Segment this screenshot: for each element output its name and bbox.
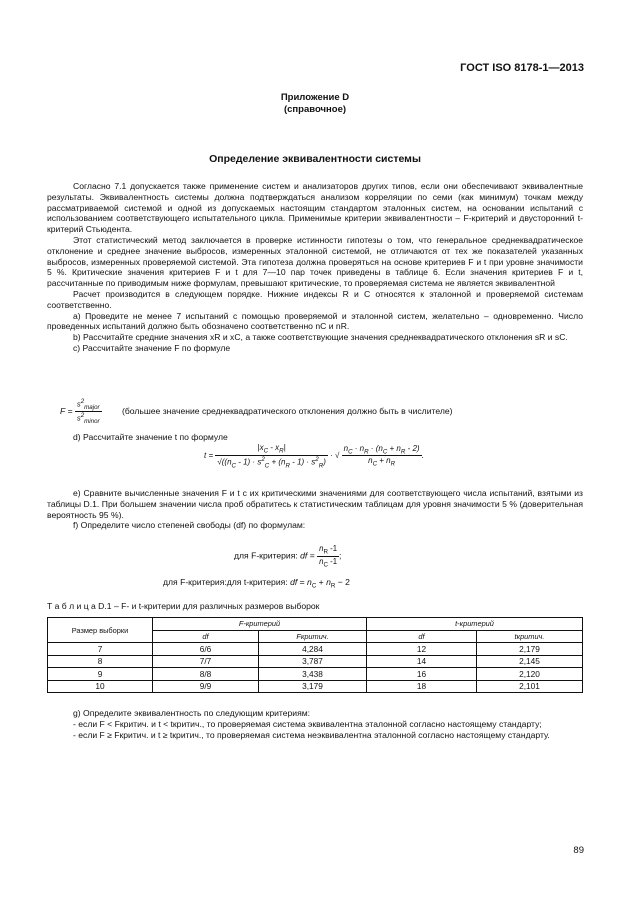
- appendix-label: Приложение D: [280, 92, 350, 103]
- header-f-group: F-критерий: [153, 618, 367, 631]
- table-cell: 3,787: [259, 655, 367, 668]
- body-text-step-d: [47, 432, 583, 443]
- body-text-step-ef: [47, 488, 583, 531]
- table-cell: 10: [48, 680, 153, 693]
- appendix-note: (справочное): [283, 104, 347, 115]
- table-cell: 3,438: [259, 668, 367, 681]
- document-header: ГОСТ ISO 8178-1—2013: [460, 62, 584, 74]
- table-cell: 18: [367, 680, 477, 693]
- page-number: 89: [573, 845, 584, 856]
- paragraph-step-b: b) Рассчитайте средние значения xR и xC, а также соответствующие значения среднеквадратического отклонения sR и sC.: [73, 332, 568, 343]
- paragraph-procedure: Расчет производится в следующем порядке. Нижние индексы R и C относятся к эталонной и проверяемой системам соответственно.: [47, 288, 583, 310]
- table-cell: 12: [367, 643, 477, 656]
- table-row: [48, 668, 583, 681]
- paragraph-method: Этот статистический метод заключается в проверке истинности гипотезы о том, что генеральное среднеквадратическое отклонение и среднее значение выбросов, измеренных эталонной системой, не отличаются от тех же показателей указанных выбросов, измеренных проверяемой системой. Эта гипотеза должна проверяться на основе критериев F и t при уровне значимости 5 %. Критические значения критериев F и t для 7—10 пар точек приведены в таблице 6. Если значения критериев F и t, рассчитанные по приводимым ниже формулам, превышают критические, то проверяемая система не является эквивалентной: [47, 234, 583, 289]
- header-f-df: df: [153, 630, 259, 643]
- paragraph-step-d: d) Рассчитайте значение t по формуле: [73, 432, 228, 442]
- criteria-table: [47, 617, 583, 693]
- paragraph-step-g: g) Определите эквивалентность по следующим критериям:: [73, 708, 311, 718]
- paragraph-intro: Согласно 7.1 допускается также применение систем и анализаторов других типов, если они обеспечивают эквивалентные результаты. Эквивалентность системы должна подтверждаться анализом корреляции по семи (как минимум) точкам между рассматриваемой системой и одной из допускаемых настоящим стандартом эталонных систем, на основании испытаний с использованием соответствующего испытательного цикла. Применимые критерии эквивалентности – F-критерий и двусторонний t-критерий Стьюдента.: [47, 181, 583, 235]
- table-cell: 4,284: [259, 643, 367, 656]
- table-cell: 7: [48, 643, 153, 656]
- table-row: [48, 680, 583, 693]
- table-cell: 2,179: [477, 643, 583, 656]
- table-caption: Т а б л и ц а D.1 – F- и t-критерии для различных размеров выборок: [47, 601, 320, 611]
- paragraph-step-e: e) Сравните вычисленные значения F и t с их критическими значениями для соответствующего числа испытаний, взятыми из таблицы D.1. При большем значении числа проб обратитесь к статистическим таблицам для уровня значимости 5 % (доверительная вероятность 95 %).: [47, 488, 583, 520]
- table-cell: 8: [48, 655, 153, 668]
- header-t-crit: tкритич.: [477, 630, 583, 643]
- formula-f: F = $\frac{s^2_{major}}{s^2_{minor}}$: [60, 398, 100, 426]
- table-cell: 14: [367, 655, 477, 668]
- formula-t: t = $\frac{|x_C - x_R|}{√((n_C - 1) \cdot s^2_C + (n_R - 1) \cdot s^2_R)}$ · √ $\frac{n_C \cdot n_R \cdot (n_C + n_R - 2)}{n_C + n_R}$ .: [204, 443, 424, 469]
- table-cell: 2,101: [477, 680, 583, 693]
- header-f-crit: Fкритич.: [259, 630, 367, 643]
- formula-f-note: (большее значение среднеквадратического отклонения должно быть в числителе): [122, 406, 453, 416]
- table-cell: 2,120: [477, 668, 583, 681]
- table-cell: 6/6: [153, 643, 259, 656]
- header-t-df: df: [367, 630, 477, 643]
- table-cell: 7/7: [153, 655, 259, 668]
- body-text-step-g: [47, 708, 583, 740]
- paragraph-criterion-not-equivalent: - если F ≥ Fкритич. и t ≥ tкритич., то проверяемая система неэквивалентна эталонной согласно настоящему стандарту.: [73, 729, 550, 740]
- paragraph-step-c: c) Рассчитайте значение F по формуле: [73, 342, 231, 353]
- table-cell: 9: [48, 668, 153, 681]
- table-cell: 16: [367, 668, 477, 681]
- table-cell: 3,179: [259, 680, 367, 693]
- header-sample-size: Размер выборки: [48, 618, 153, 643]
- df-t-label: для F-критерия:для t-критерия:: [163, 577, 288, 587]
- formula-df-t: для F-критерия:для t-критерия: df = $n_C + n_R - 2$: [163, 577, 350, 590]
- table-cell: 2,145: [477, 655, 583, 668]
- body-text-top: [47, 181, 583, 354]
- paragraph-step-a: a) Проведите не менее 7 испытаний с помощью проверяемой и эталонной систем, желательно – одновременно. Число проведенных испытаний должно быть обозначено соответственно nC и nR.: [47, 310, 583, 332]
- table-cell: 9/9: [153, 680, 259, 693]
- paragraph-criterion-equivalent: - если F < Fкритич. и t < tкритич., то проверяемая система эквивалентна эталонной согласно настоящему стандарту;: [73, 718, 542, 729]
- table-row: [48, 643, 583, 656]
- table-cell: 8/8: [153, 668, 259, 681]
- header-t-group: t-критерий: [367, 618, 583, 631]
- section-title: Определение эквивалентности системы: [209, 153, 421, 165]
- df-f-label: для F-критерия:: [234, 550, 298, 561]
- paragraph-step-f: f) Определите число степеней свободы (df) по формулам:: [73, 520, 306, 531]
- table-row: [48, 655, 583, 668]
- formula-df-f: для F-критерия: df = $\frac{n_R -1}{n_C -1}$ ;: [234, 544, 342, 569]
